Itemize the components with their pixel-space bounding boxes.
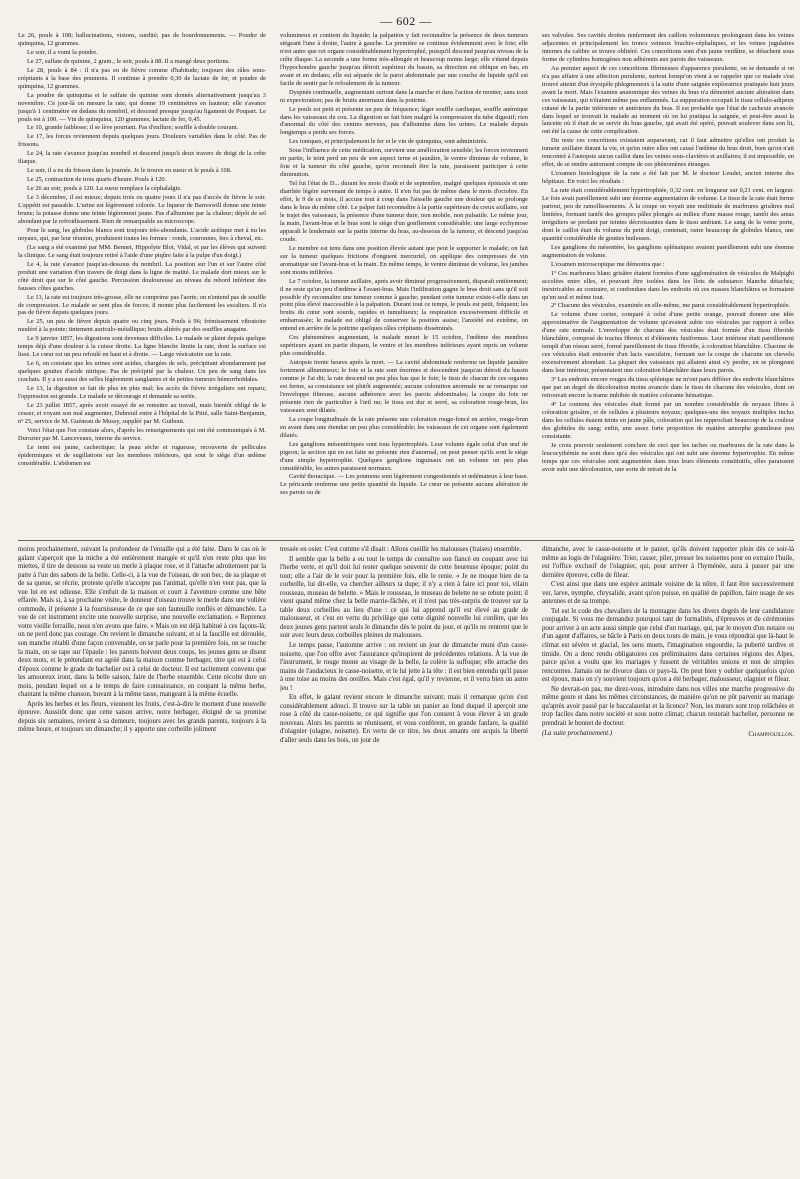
paragraph: 1º Ces marbrures blanc grisâtre étaient formées d'une agglomération de vésicules de Malpighi accolées entre elles, et pouvant être isolées dans les îlots de substance blanche détachés; inextricables au contraire, et confondues dans les endroits où ces masses blanchâtres se formaient qu'un seul et même tout. [542, 269, 794, 301]
paragraph: 2º Chacune des vésicules, examinée en elle-même, me parut considérablement hypertrophiée. [551, 302, 791, 310]
clinical-report-section [18, 32, 794, 537]
paragraph: La coupe longitudinale de la rate présente une coloration rouge-foncé en arrière, rouge-brun en avant dans une étendue un peu plus considérable; les vaisseaux de cet organe sont également dilatés. [280, 415, 528, 439]
paragraph: Tel est le code des chevaliers de la montagne dans les divers degrés de leur candidature conjugale. Si vous me demandez pourquoi tant de formalités, d'épreuves et de cérémonies pour arriver à un acte aussi simple que celui d'un mariage, qui, par le moyen d'un notaire ou d'un agent d'affaires, se bâcle à Paris en deux tours de main, je vous répondrai que là-haut le climat est sévère et glacial, les sens muets, l'imagination engourdie, la puberté tardive et timide. On a donc rendu obligatoires ces préliminaires dans certaines régions des Alpes, parce qu'on a voulu que les mariages y fussent de véritables unions et non de simples rencontres. Jamais on ne divorce dans ce pays-là. On peut bien y oublier quelquefois qu'on est époux, mais on s'y souvient toujours qu'on a été herbager, malousseur, olagnier et filear. [542, 607, 794, 684]
paragraph: Le 6, on constate que les urines sont acides, chargées de sels, précipitant abondamment par quelques gouttes d'acide nitrique. Pas de précipité par la chaleur. Un peu de sang dans les crachats. Il y a eu aussi des selles légèrement sanglantes et de petites tumeurs hémorrhoïdales. [18, 360, 266, 384]
paragraph: Le 26, pouls à 108; hallucinations, visions, surdité; pas de bourdonnements. — Poudre de quinquina, 12 grammes. [18, 32, 266, 47]
upper-column-3 [542, 32, 794, 537]
paragraph: Le teint est jaune, cachectique; la peau sèche et rugueuse, recouverte de pellicules épidermiques et de sugillations sur les membres inférieurs, qui sont le siège d'un œdème considérable. L'abdomen est [18, 443, 266, 467]
paragraph: Le 10, grande faiblesse; il se lève pourtant. Pas d'enflure; souffle à double courant. [27, 124, 239, 132]
paragraph: Du reste ces concrétions existaient auparavant, car il faut admettre qu'elles ont produit la tumeur axillaire durant la vie, et qu'en outre elles ont causé l'œdème du bras droit, bien qu'on n'ait rencontré à l'autopsie aucun caillot dans les veines sous-clavières et axillaires; il est impossible, en effet, de se rendre autrement compte de ces phénomènes étranges. [542, 137, 794, 169]
signoff-author: Champfouillon. [748, 731, 794, 739]
paragraph: Au premier aspect de ces concrétions fibrineuses d'apparence purulente, on se demande si on n'a pas affaire à une affection purulente, surtout lorsqu'on vient à se rappeler que ce malade s'est trouvé atteint d'un érysipèle phlegmoneux à la suite d'une saignée exploratrice pratiquée huit jours avant la mort. Mais l'examen anatomique des veines du bras n'a démontré aucune altération dans ces vaisseaux, qui n'étaient même pas enflammés. La suppuration occupait le tissu cellulo-adipeux cutané de la partie inférieure et antérieure du bras. Il est probable que l'état de cachexie avancée dans lequel se trouvait le malade au moment où on lui pratiqua la saignée, et peut-être aussi la lancette où il était de se servir du bras gauche, qui avait été opéré, pouvait soulever dans son lit, ont été la cause de cette complication. [542, 64, 794, 136]
paragraph: dimanche, avec le casse-noisette et le panier, qu'ils doivent rapporter plein dès ce soir-là même au logis de l'olagnière. Trier, casser, piler, presser les noisettes pour en extraire l'huile, est l'office exclusif de l'olagnier, qui, pour arriver à l'hyménée, aura à passer par une dernière épreuve, celle de filear. [542, 546, 794, 579]
lower-column-3 [542, 546, 794, 1166]
paragraph: Le volume d'une corise, comparé à celui d'une petite orange, pouvait donner une idée approximative de l'augmentation de volume qu'avaient subie ces vésicules par rapport à celles d'une rate normale. L'enveloppe de chacune des vésicules était formée d'un tissu fibroïde blanchâtre, composé de tractus fibreux et d'éléments fusiformes. Leur intérieur était pareillement rempli d'un réseau serré, formé pareillement de tissu fibroïde, à coloration blanchâtre. Chacune de ces vésicules était entourée d'un lacis vasculaire, formant sur la coupe de chacune un chevelu excessivement abondant. La plupart des vaisseaux qui allaient ainsi s'y perdre, en se plongeant dans leur intérieur, présentaient une coloration blanchâtre dans leurs parois. [542, 311, 794, 375]
page-number: — 602 — [380, 14, 432, 28]
paragraph: Le membre est tenu dans une position élevée autant que peut le supporter le malade; on fait sur la tumeur quelques frictions d'onguent mercuriel, on applique des compresses de vin aromatique sur l'avant-bras et la main. En même temps, le ventre diminue de volume, les jambes sont moins infiltrées. [280, 244, 528, 276]
paragraph: Le pouls est petit et présente un peu de fréquence; léger souffle cardiaque, souffle anémique dans les vaisseaux du cou. La digestion se fait bien malgré la compression du tube digestif; rien d'anormal du côté des centres nerveux, pas d'albumine dans les urines. Le malade depuis longtemps a perdu ses forces. [280, 105, 528, 137]
paragraph: Ne devrait-on pas, me direz-vous, introduire dans nos villes une marche progressive du même genre et dans les mêmes circonstances, de manière qu'on ne pût parvenir au mariage qu'après avoir passé par le baccalauréat et la licence? Non, les mœurs sont trop relâchées et trop faciles dans notre société et sous notre climat; chacun resterait bachelier, personne ne prendrait le bonnet de docteur. [542, 685, 794, 727]
page-header [18, 10, 794, 32]
paragraph: volumineux et contient du liquide; la palpation y fait reconnaître la présence de deux tumeurs siégeant l'une à droite, l'autre à gauche. La première se continue évidemment avec le foie; elle n'est autre que cet organe considérablement hypertrophié, puisqu'il descend jusqu'au niveau de la crête iliaque. La seconde a une forme très-allongée et beaucoup moins large; elle s'étend depuis l'hypochondre gauche jusqu'au détroit supérieur du bassin, sa direction est oblique en bas, en avant et en dedans; elle est séparée de la paroi abdominale par une couche de liquide qu'il est facile de sentir par le refoulement de la tumeur. [280, 32, 528, 87]
signoff-continued: (La suite prochainement.) [542, 730, 613, 738]
paragraph: Le 9 janvier 1857, les digestions sont devenues difficiles. Le malade se plaint depuis quelque temps déjà d'une douleur à la cuisse droite. La ligne blanche limite la rate, dont la surface est lisse. Le cœur est un peu refoulé en haut et à droite. — Large vésicatoire sur la rate. [18, 335, 266, 359]
feuilleton-divider [18, 540, 794, 541]
paragraph: C'est ainsi que dans une espèce animale voisine de la nôtre, il faut être successivement ver, larve, nymphe, chrysalide, avant qu'on puisse, en qualité de papillon, faire usage de ses antennes et de sa trompe. [542, 581, 794, 606]
paragraph: 4º Le contenu des vésicules était formé par un nombre considérable de noyaux libres à coloration grisâtre, et de cellules à plusieurs noyaux; quelques-uns des noyaux multiples inclus dans les cellules étaient teints en jaune pâle, coloration qui les rapprochait beaucoup de la couleur des globules du sang; enfin, une assez forte proportion de matière amorphe granuleuse peu consistante. [542, 400, 794, 440]
paragraph: Le 4, la rate s'avance jusqu'au-dessous du nombril. La position sur l'un et sur l'autre côté produit une variation d'un travers de doigt dans la ligne de matité. Le malade dort mieux sur le côté droit que sur le côté gauche. Percussion douloureuse au niveau du rebord inférieur des fausses côtes gauches. [18, 260, 266, 292]
paragraph: Voici l'état que l'on constate alors, d'après les renseignements qui ont été communiqués à M. Durozier par M. Lanceveaux, interne du service. [18, 426, 266, 442]
paragraph: Le 23 juillet 1857, après avoir essayé de se remettre au travail, mais bientôt obligé de le cesser, et voyant son mal augmenter, Dubreuil entre à l'hôpital de la Pitié, salle Saint-Benjamin, nº 25, service de M. Guéneau de Mussy, suppléé par M. Guibout. [18, 401, 266, 425]
feuilleton-section [18, 546, 794, 1166]
paragraph: ses valvules. Ses cavités droites renferment des caillots volumineux prolongeant dans les veines adjacentes et principalement les troncs veineux brachio-céphaliques, et les veines jugulaires internes du calibre se trouve oblitéré. Ces concrétions sont d'un jaune verdâtre, se détachent sous forme de cylindres homogènes non adhérents aux parois des vaisseaux. [542, 32, 794, 63]
paragraph: Sous l'influence de cette médication, survient une amélioration sensible; les forces reviennent en partie, le teint perd un peu de son aspect terne et jaunâtre, le ventre diminue de volume, le foie et la tumeur du côté gauche, qu'on reconnaît être la rate, paraissent participer à cette diminution. [280, 147, 528, 179]
paragraph: Les ganglions du mésentère, les ganglions splénaiques avaient pareillement subi une énorme augmentation de volume. [542, 243, 794, 259]
paragraph: Tel fut l'état de D... durant les mois d'août et de septembre, malgré quelques épistaxis et une diarrhée légère survenant de temps à autre. Il n'en fut pas de même dans le mois d'octobre. En effet, le 9 de ce mois, il accuse tout à coup dans l'aisselle gauche une douleur qui se prolonge dans le bras du même côté. Le palper fait reconnaître à la partie supérieure du creux axillaire, sur le trajet des vaisseaux, la présence d'une tumeur dure, non mobile, non pulsatile. Le même jour, la main, l'avant-bras et le bras sont le siège d'un gonflement considérable; une large ecchymose apparaît le lendemain sur la partie interne du bras, au-dessous de la tumeur, et descend jusqu'au coude. [280, 180, 528, 243]
upper-column-2 [280, 32, 528, 537]
paragraph: Le 25, un peu de fièvre depuis quatre ou cinq jours. Pouls à 96; frémissement vibratoire modéré à la pointe; tintement auriculo-métallique; bruits altérés par des souffles anagains. [18, 318, 266, 334]
paragraph: En effet, le galant revient encore le dimanche suivant; mais il remarque qu'on s'est considérablement adouci. Il trouve sur la table un panier au fond duquel il aperçoit une rose à côté du casse-noisette, ce qui signifie que l'on consent à vous élever à un grade nouveau. Alors les parents se réunissent, et vous confèrent, en grande fanfare, la qualité d'olagnier (olagne, noisette). En vertu de ce titre, les deux amants ont acquis la liberté d'aller seuls dans les bois, un jour de [280, 694, 528, 745]
paragraph: Cavité thoracique. — Les poumons sont légèrement congestionnés et œdémateux à leur base. Le péricarde renferme une petite quantité de liquide. Le cœur ne présente aucune altération de ses parois ou de [280, 473, 528, 497]
upper-column-1 [18, 32, 266, 537]
lower-column-2 [280, 546, 528, 1166]
paragraph: Le soir, il a vomi la poudre. [27, 48, 98, 56]
paragraph: 3º Les endroits encore rouges du tissu splénique ne m'ont paru différer des endroits blanchâtres que par un degré de décoloration moins avancée dans le tissu de chacune des vésicules, dont on retrouvait encore la trame imbibée de matière colorante hématique. [542, 376, 794, 399]
paragraph: moins prochainement, suivant la profondeur de l'entaille qui a été faite. Dans le cas où le galant s'aperçoit que la miche a été entièrement mangée et qu'il n'en reste plus que les miettes, il tire de dessous sa veste un merle à plaque rose, et il l'attache adroitement par la patte à l'un des sabots de la belle. Celle-ci, à la vue de l'oiseau, de son bec, de sa plaque et de sa queue, se récrie, proteste qu'elle n'accepte pas l'animal, qu'elle n'en veut pas, que la vue lui en est odieuse. Elle s'enfuit de la maison et court à l'aventure comme une bête effarée. Mais si, à sa prochaine visite, le donneur d'oiseau trouve le merle dans une volière commode, il présente à la fournisseuse de ce que son fauteuille ronflés et démanchée. La vue de cet instrument excite une nouvelle surprise, une nouvelle exclamation. « Reprenez votre vieille ferraille, nous n'en avons que faire. » Mais on est déjà habitué à ces façons-là; on ne perd donc pas courage. On revient le dimanche suivant, et si la faucille est déroulée, son manche rétabli d'une façon convenable, on se parle pour la première fois, on se touche la main, on se tape sur l'épaule : les parents boivent deux coups, les jeunes gens se disent deux mots, et le prétendant est agréé dans la maison comme herbager, titre qui est à celui d'époux comme le grade de bachelier est à celui de docteur. Il est tacitement convenu que les amoureux iront, dans la belle saison, faire de l'herbe ensemble. Cette récolte dure un mois, pendant lequel on a le temps de faire connaissance, en coupant la même herbe, chantant la même chanson, buvant à la même tasse, mangeant à la même écuelle. [18, 546, 266, 699]
paragraph: Le 26 au soir, pouls à 120. La sueur remplace la céphalalgie. [27, 185, 182, 193]
paragraph: La rate était considérablement hypertrophiée, 0,32 cent. en longueur sur 0,21 cent. en largeur. Le foie avait pareillement subi une énorme augmentation de volume. Le tissu de la rate était ferme partout, peu de ramollissements. À la coupe on voyait une multitude de marbrures grisâtres mal limitées, formant tantôt des groupes pâles plongés au milieu d'une masse rouge, tantôt des amas irréguliers se perdant par teintes décroissantes dans le tissu ambiant. Le sang de la veine porte, dont le caillot était du volume du petit doigt, contenait, outre beaucoup de globules blancs, une quantité considérable de gouttes huileuses. [542, 187, 794, 242]
paragraph: Le 25, contraction de trois quarts d'heure. Pouls à 120. [27, 176, 167, 184]
newspaper-page [18, 10, 794, 1172]
paragraph: Les toniques, et principalement le fer et le vin de quinquina, sont administrés. [289, 138, 488, 146]
lower-column-3-body [542, 546, 794, 728]
lower-column-1 [18, 546, 266, 1166]
paragraph: Le 17, les forces reviennent depuis quelques jours. Douleurs variables dans le côté. Pas de frissons. [18, 133, 266, 149]
paragraph: Autopsie trente heures après la mort. — La cavité abdominale renferme un liquide jaunâtre fortement albumineux; le foie et la rate sont énormes et descendent jusqu'au détroit du bassin comme je l'ai dit; la rate descend un peu plus bas que le foie; le tissu de chacun de ces organes est ferme, sa consistance est plutôt augmentée; aucune coloration anormale ne se remarque sur l'enveloppe fibreuse, aucune adhérence avec les parois abdominales; la coupe du foie ne présente rien de particulier à l'œil nu; le tissu est dur et serré, sa coloration rouge-brun, les vaisseaux sont dilatés. [280, 359, 528, 414]
paragraph: Le 28, pouls à 84 : il n'a pas eu de fièvre comme d'habitude; toujours des râles sous-crépitants à la base des poumons. Il continue à prendre 0,30 de lactate de fer, et poudre de quinquina, 12 grammes. [18, 66, 266, 90]
paragraph: Le 7 octobre, la tumeur axillaire, après avoir diminué progressivement, disparaît entièrement; il ne reste qu'un peu d'œdème à l'avant-bras. Mais l'infiltration gagne le bras droit sans qu'il soit possible d'y reconnaître une tumeur comme à gauche; pendant cette tumeur existe-t-elle dans un point plus élevé inaccessible à la palpation. Durant tout ce temps, le pouls est petit, fréquent; les bruits du cœur sont sourds, rapides et tumultueux; la respiration excessivement difficile et embarrassée; le malade est obligé de conserver la position assise; l'anxiété est extrême, on entend en arrière de la poitrine quelques râles crépitants disséminés. [280, 277, 528, 333]
paragraph: Le 27, sulfate de quinine, 2 gram.; le soir, pouls à 88. Il a mangé deux portions. [27, 57, 230, 65]
paragraph: Il semble que la belle a eu tout le temps de connaître son fiancé en coupant avec lui l'herbe verte, et qu'il doit lui rester quelque souvenir de cette heureuse époque; point du tout; elle a l'air de le voir pour la première fois, elle le renie. « Je ne moque bien de ta corbeille, lui dit-elle, va chercher ailleurs ta dupe; il n'y a rien à faire ici pour toi, vilain rousseau, museau de belette. » Mais le rousseau, le museau de belette ne se rebute point; il vient quand même chez la belle marrie-fâchée, et il n'est pas très-surpris de trouver sur la table deux corbeilles au lieu d'une : ce qui lui apprend qu'il est élevé au grade de malousseur, et c'est en vertu du privilège que cette dignité nouvelle lui confère, que les deux jeunes gens partent seuls le dimanche dès le point du jour, et qu'ils ne rentrent que le soir avec leurs deux corbeilles pleines de malousses. [280, 555, 528, 640]
paragraph: Dyspnée continuelle, augmentant surtout dans la marche et dans l'action de monter, sans toux ni expectoration; pas de bruits anormaux dans la poitrine. [280, 88, 528, 104]
paragraph: Le temps passe, l'automne arrive : on revient un jour de dimanche muni d'un casse-noisette, que l'on offre avec l'assurance qu'inspirent de précédentes relations. À la vue de l'instrument, le rouge monte au visage de la belle, la colère la suffoque; elle arrache des mains de l'audacieux le casse-noisette, et le lui jette à la tête : il est bien entendu qu'il passe à une toise au moins des oreilles. Mais c'est égal, qu'il y revienne, et il verra bien un autre jeu ! [280, 642, 528, 692]
paragraph: Ces phénomènes augmentant, le malade meurt le 15 octobre, l'œdème des membres supérieurs ayant en partie disparu, le ventre et les membres inférieurs ayant repris un volume plus considérable. [280, 334, 528, 358]
paragraph: (Le sang a été examiné par MM. Bennet, Hippolyte Blot, Vidal, et par les élèves qui suivent la clinique. Le sang était toujours retiré à l'aide d'une piqûre faite à la pulpe d'un doigt.) [18, 243, 266, 259]
paragraph: Pour le sang, les globules blancs sont toujours très-abondants. L'acide acétique met à nu les noyaux, qui, par leur réunion, produisent toutes les formes : ronds, couronnes, fers à cheval, etc. [18, 226, 266, 242]
paragraph: Les ganglions mésentériques sont tous hypertrophiés. Leur volume égale celui d'un œuf de pigeon; la section qui en est faite ne présente rien d'anormal, on peut penser qu'ils sont le siège d'une simple hypertrophie. Quelques ganglions inguinaux ont un volume un peu plus considérable, les autres paraissent normaux. [280, 440, 528, 472]
paragraph: L'examen microscopique me démontra que : [551, 260, 665, 268]
paragraph: tressée en osier. C'est comme s'il disait : Allons cueillir les malousses (fraises) ensemble. [280, 546, 522, 553]
paragraph: Le 3 décembre, il est mieux; depuis trois ou quatre jours il n'a pas d'accès de fièvre le soir. L'appétit est passable. L'urine est légèrement colorée. Le liqueur de Barreswill donne une teinte brune; la potasse donne une teinte légèrement jaune. Pas d'albumine par la chaleur; dépôt de sel abondant par le refroidissement. Rien de remarquable au microscope. [18, 194, 266, 225]
paragraph: La poudre de quinquina et le sulfate de quinine sont donnés alternativement jusqu'au 3 novembre. Ce jour-là on mesure la rate, qui donne 19 centimètres en hauteur; elle s'avance jusqu'à 1 centimètre en dedans du nombril, et descend presque jusqu'au ligament de Poupart. Le pouls est à 100. — Vin de quinquina, 120 grammes; lactate de fer, 0,45. [18, 91, 266, 123]
paragraph: Je crois pouvoir seulement conclure de ceci que les taches ou marbrures de la rate dans la leucocythémie ne sont dues qu'à des vésicules qui ont subi une énorme hypertrophie. En même temps que ces vésicules sont augmentées dans tous leurs éléments constitutifs, elles paraissent avoir subi une décoloration, une sorte de retrait de la [542, 441, 794, 473]
paragraph: L'examen histologique de la rate a été fait par M. le docteur Leudet, ancien interne des hôpitaux. En voici les résultats : [542, 170, 794, 186]
paragraph: Après les herbes et les fleurs, viennent les fruits, c'est-à-dire le moment d'une nouvelle épreuve. Aussitôt donc que cette saison arrive, notre herbager, éloigné de sa promise depuis six semaines, revient à sa demeure, toujours avec les grands parents, toujours à la même heure, et toujours un dimanche; il y apporte une corbeille joliment [18, 700, 266, 734]
paragraph: Le 13, la rate est toujours très-grosse, elle ne comprime pas l'aorte; on n'entend pas de souffle de compression. Le malade se sent plus de forces; il monte plus facilement les escaliers. Il n'a pas de fièvre depuis quelques jours. [18, 293, 266, 317]
paragraph: Le 24, la rate s'avance jusqu'au nombril et descend jusqu'à deux travers de doigt de la crête iliaque. [18, 150, 266, 166]
paragraph: Le soir, il a eu du frisson dans la journée. Je le trouve en sueur et le pouls à 108. [27, 167, 232, 175]
paragraph: Le 13, la digestion se fait de plus en plus mal; les accès de fièvre irréguliers ont reparu; l'oppression est grande. Le malade se décourage et demande sa sortie. [18, 385, 266, 400]
signoff [542, 729, 794, 739]
